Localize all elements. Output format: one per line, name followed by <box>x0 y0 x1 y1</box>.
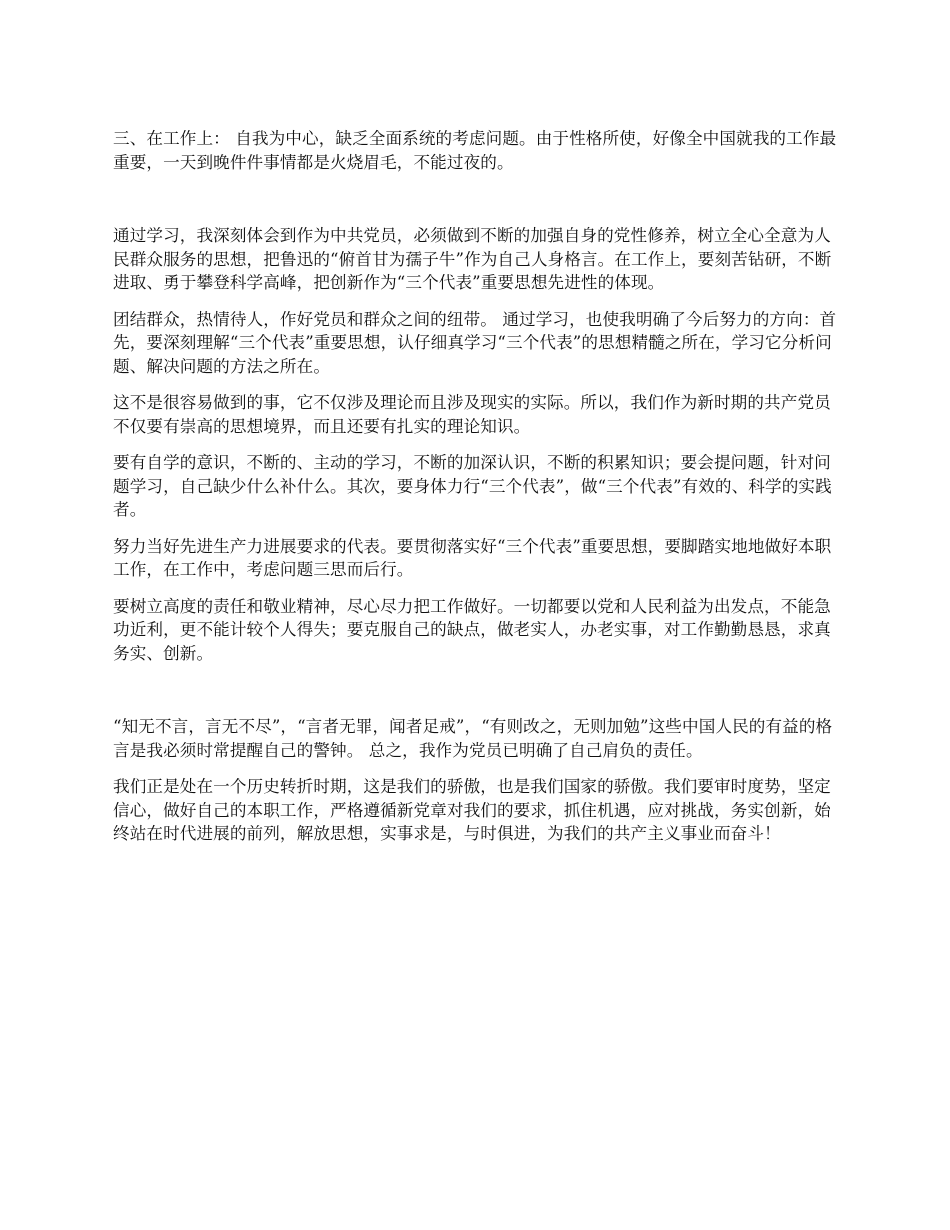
document-body <box>113 127 841 846</box>
paragraph-conclusion: 我们正是处在一个历史转折时期，这是我们的骄傲，也是我们国家的骄傲。我们要审时度势，坚定信心，做好自己的本职工作，严格遵循新党章对我们的要求，抓住机遇，应对挑战，务实创新，始终站在时代进展的前列，解放思想，实事求是，与时俱进，为我们的共产主义事业而奋斗！ <box>113 777 831 843</box>
paragraph-study-party-spirit: 通过学习，我深刻体会到作为中共党员，必须做到不断的加强自身的党性修养，树立全心全意为人民群众服务的思想，把鲁迅的“俯首甘为孺子牛”作为自己人身格言。在工作上，要刻苦钻研，不断进取、勇于攀登科学高峰，把创新作为“三个代表”重要思想先进性的体现。 <box>113 226 832 292</box>
paragraph-proverbs: “知无不言，言无不尽”，“言者无罪，闻者足戒”，“有则改之，无则加勉”这些中国人民的有益的格言是我必须时常提醒自己的警钟。 总之，我作为党员已明确了自己肩负的责任。 <box>113 717 833 760</box>
paragraph-self-study: 要有自学的意识，不断的、主动的学习，不断的加深认识，不断的积累知识；要会提问题，针对问题学习，自己缺少什么补什么。其次，要身体力行“三个代表”，做“三个代表”有效的、科学的实践者。 <box>113 453 832 519</box>
paragraph-advanced-productivity: 努力当好先进生产力进展要求的代表。要贯彻落实好“三个代表”重要思想，要脚踏实地地做好本职工作，在工作中，考虑问题三思而后行。 <box>113 536 832 579</box>
paragraph-responsibility: 要树立高度的责任和敬业精神，尽心尽力把工作做好。一切都要以党和人民利益为出发点，不能急功近利，更不能计较个人得失；要克服自己的缺点，做老实人，办老实事，对工作勤勤恳恳，求真务实、创新。 <box>113 596 831 663</box>
paragraph-work-self-centered: 三、在工作上： 自我为中心，缺乏全面系统的考虑问题。由于性格所使，好像全中国就我的工作最重要，一天到晚件件事情都是火烧眉毛，不能过夜的。 <box>113 129 837 172</box>
paragraph-unite-masses: 团结群众，热情待人，作好党员和群众之间的纽带。 通过学习，也使我明确了今后努力的方向：首先，要深刻理解“三个代表”重要思想，认仔细真学习“三个代表”的思想精髓之所在，学习它分析问题、解决问题的方法之所在。 <box>113 309 837 376</box>
paragraph-theory-and-reality: 这不是很容易做到的事，它不仅涉及理论而且涉及现实的实际。所以，我们作为新时期的共产党员不仅要有崇高的思想境界，而且还要有扎实的理论知识。 <box>113 393 831 436</box>
